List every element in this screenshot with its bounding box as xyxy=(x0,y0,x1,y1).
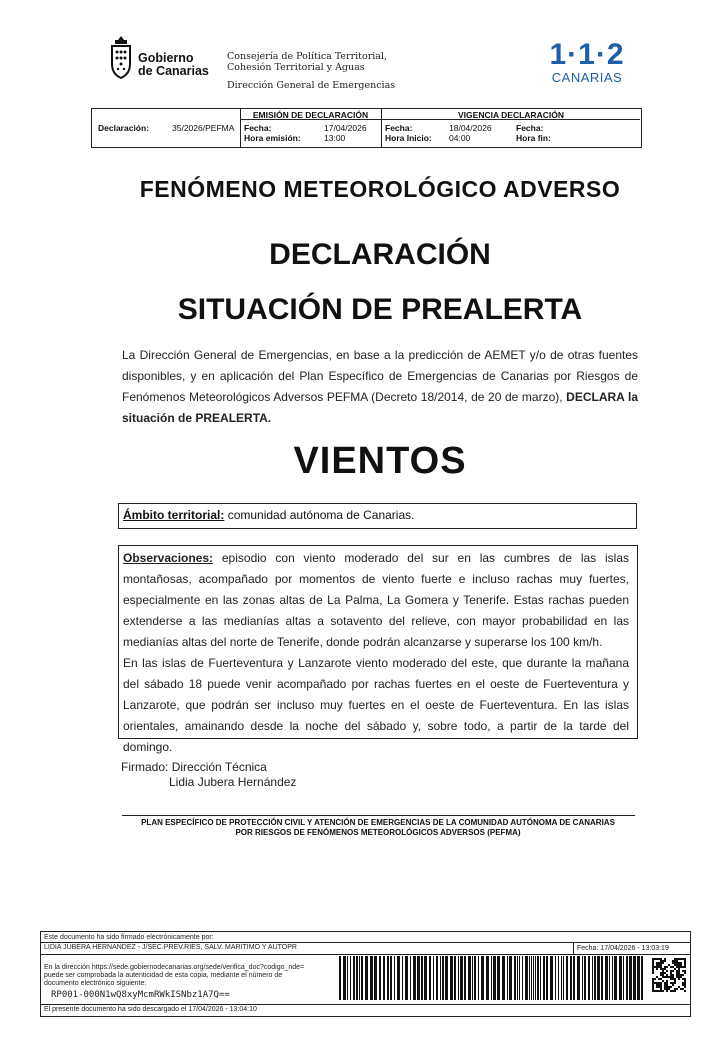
signer-name: LIDIA JUBERA HERNANDEZ - J/SEC.PREV.RIES, SALV. MARITIMO Y AUTOPR xyxy=(44,944,297,951)
qr-code-icon[interactable] xyxy=(652,958,686,992)
emision-fecha-label: Fecha: xyxy=(244,123,272,133)
intro-bold: DECLARA la situación de PREALERTA. xyxy=(122,390,638,425)
declaracion-value: 35/2026/PEFMA xyxy=(172,123,235,133)
ambito-label: Ámbito territorial: xyxy=(123,508,225,522)
ambito-box xyxy=(118,503,637,529)
firmado-name: Lidia Jubera Hernández xyxy=(169,775,297,789)
hora-emision-label: Hora emisión: xyxy=(244,133,301,143)
consejeria-name: Consejería de Política Territorial, Cohesión Territorial y Aguas xyxy=(227,51,388,73)
vigencia-fecha-label: Fecha: xyxy=(385,123,413,133)
verify-line2: puede ser comprobada la autenticidad de esta copia, mediante el número de xyxy=(44,972,283,979)
firmado-label: Firmado: xyxy=(121,760,169,774)
signature-footer xyxy=(40,931,691,1017)
plan-title: PLAN ESPECÍFICO DE PROTECCIÓN CIVIL Y ATENCIÓN DE EMERGENCIAS DE LA COMUNIDAD AUTÓNOMA DE CANARIAS POR RIESGOS DE FENÓMENOS METEOROLÓGICOS ADVERSOS (PEFMA) xyxy=(141,818,615,837)
intro-paragraph xyxy=(122,345,638,429)
observaciones-label: Observaciones: xyxy=(123,551,214,565)
fin-fecha-label: Fecha: xyxy=(516,123,544,133)
verify-line1: En la dirección https://sede.gobiernodecanarias.org/sede/verifica_doc?codigo_nde= xyxy=(44,964,305,971)
signed-note: Este documento ha sido firmado electrónicamente por: xyxy=(44,934,214,941)
document-code[interactable]: RP001-000N1wQ8xyMcmRWkISNbz1A7Q== xyxy=(51,990,230,1000)
vigencia-title: VIGENCIA DECLARACIÓN xyxy=(458,110,564,120)
direccion-general: Dirección General de Emergencias xyxy=(227,80,396,91)
hora-inicio-value: 04:00 xyxy=(449,133,471,143)
plan-divider xyxy=(122,815,635,816)
observaciones-para2: En las islas de Fuerteventura y Lanzarote viento moderado del este, que durante la mañana del sábado 18 puede venir acompañado por rachas fuertes en el oeste de Fuerteventura y Lanzarote, que podrán ser incluso muy fuertes en el oeste de Fuerteventura. En las islas orientales, amainando desde la noche del sábado y, sobre todo, a partir de la tarde del domingo. xyxy=(123,656,629,754)
title-fenomeno: FENÓMENO METEOROLÓGICO ADVERSO xyxy=(139,176,621,202)
declaration-box xyxy=(91,108,642,148)
logo-112-canarias: 1·1·2 CANARIAS xyxy=(549,38,625,85)
signature-date: Fecha: 17/04/2026 - 13:03:19 xyxy=(577,945,669,952)
gobierno-crest-logo xyxy=(108,34,134,80)
hora-inicio-label: Hora Inicio: xyxy=(385,133,432,143)
ambito-value: comunidad autónoma de Canarias. xyxy=(227,508,415,522)
observaciones-box xyxy=(118,545,638,754)
vigencia-fecha-value: 18/04/2026 xyxy=(449,123,492,133)
title-declaracion: DECLARACIÓN xyxy=(269,238,491,271)
intro-text: La Dirección General de Emergencias, en base a la predicción de AEMET y/o de otras fuentes disponibles, y en aplicación del Plan Específico de Emergencias de Canarias por Riesgos de Fenómenos Meteorológicos Adversos PEFMA (Decreto 18/2014, de 20 de marzo), xyxy=(122,348,638,404)
title-situacion: SITUACIÓN DE PREALERTA xyxy=(177,293,583,326)
observaciones-para1: episodio con viento moderado del sur en las cumbres de las islas montañosas, acompañado por momentos de viento fuerte e incluso rachas muy fuertes, especialmente en las zonas altas de La Palma, La Gomera y Tenerife. Estas rachas pueden extenderse a las medianías altas a sotavento del relieve, con mayor probabilidad en las medianías altas del norte de Tenerife, donde podrán alcanzarse y superarse los 100 km/h. xyxy=(123,551,630,649)
firmado-role: Dirección Técnica xyxy=(171,760,267,774)
emision-fecha-value: 17/04/2026 xyxy=(324,123,367,133)
hora-fin-label: Hora fin: xyxy=(516,133,551,143)
declaracion-label: Declaración: xyxy=(98,123,150,133)
phenomenon-title: VIENTOS xyxy=(293,440,467,482)
firmado-block xyxy=(121,760,296,790)
download-note: El presente documento ha sido descargado el 17/04/2026 - 13:04:10 xyxy=(44,1006,257,1013)
gobierno-logo-text: Gobierno de Canarias xyxy=(138,51,209,78)
hora-emision-value: 13:00 xyxy=(324,133,346,143)
emision-title: EMISIÓN DE DECLARACIÓN xyxy=(252,110,369,120)
verify-line3: documento electrónico siguiente: xyxy=(44,980,147,987)
barcode-icon xyxy=(339,956,645,1000)
